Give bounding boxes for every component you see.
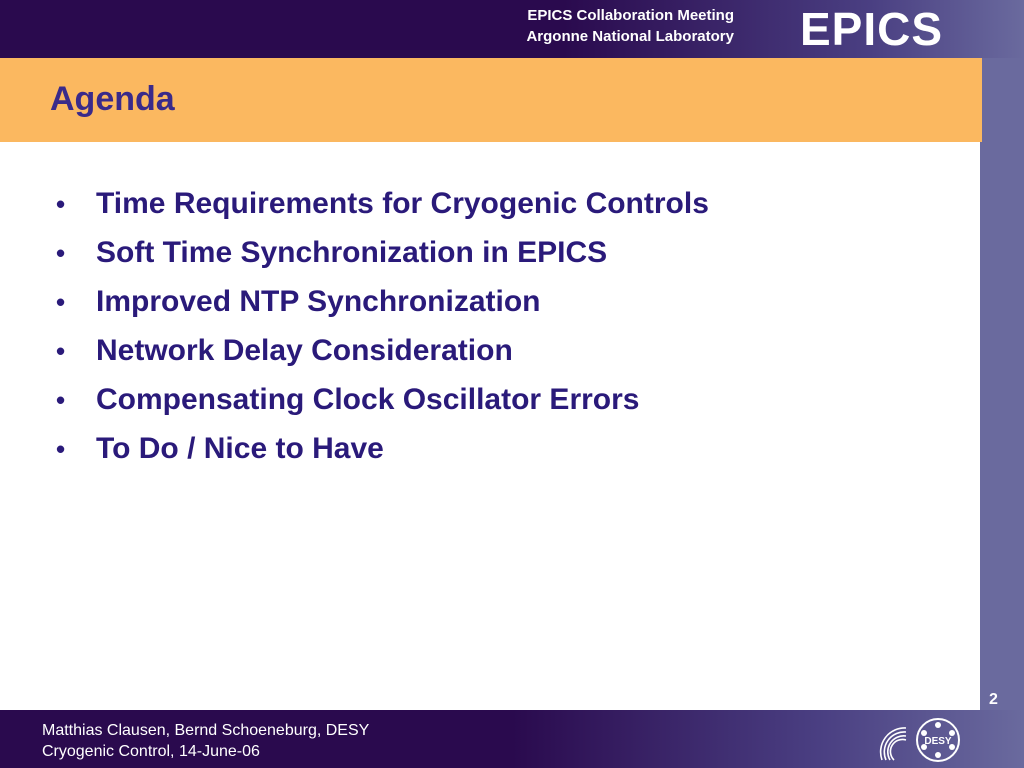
agenda-list xyxy=(50,187,709,481)
agenda-item-text: Compensating Clock Oscillator Errors xyxy=(96,383,640,416)
footer-band xyxy=(0,710,1024,768)
bullet-icon: • xyxy=(56,336,66,366)
slide-title: Agenda xyxy=(50,80,175,118)
conference-name: EPICS Collaboration Meeting xyxy=(527,7,734,24)
bullet-icon: • xyxy=(56,189,66,219)
desy-logo-text: DESY xyxy=(924,736,952,747)
epics-logo: EPICS xyxy=(800,3,944,55)
bullet-icon: • xyxy=(56,238,66,268)
footer-event: Cryogenic Control, 14-June-06 xyxy=(42,743,260,760)
agenda-item-text: Improved NTP Synchronization xyxy=(96,285,541,318)
bullet-icon: • xyxy=(56,287,66,317)
agenda-item xyxy=(50,334,709,383)
agenda-item xyxy=(50,187,709,236)
agenda-item-text: Network Delay Consideration xyxy=(96,334,513,367)
agenda-item xyxy=(50,383,709,432)
agenda-item-text: Soft Time Synchronization in EPICS xyxy=(96,236,608,269)
agenda-item-text: To Do / Nice to Have xyxy=(96,432,384,465)
agenda-item xyxy=(50,236,709,285)
slide-content xyxy=(0,142,980,710)
header-band xyxy=(0,0,1024,58)
agenda-item-text: Time Requirements for Cryogenic Controls xyxy=(96,187,709,220)
bullet-icon: • xyxy=(56,385,66,415)
title-bar xyxy=(0,58,982,142)
page-number: 2 xyxy=(989,691,998,708)
agenda-item xyxy=(50,432,709,481)
bullet-icon: • xyxy=(56,434,66,464)
conference-location: Argonne National Laboratory xyxy=(526,28,734,45)
desy-logo-icon xyxy=(878,716,964,764)
footer-authors: Matthias Clausen, Bernd Schoeneburg, DESY xyxy=(42,722,370,739)
agenda-item xyxy=(50,285,709,334)
